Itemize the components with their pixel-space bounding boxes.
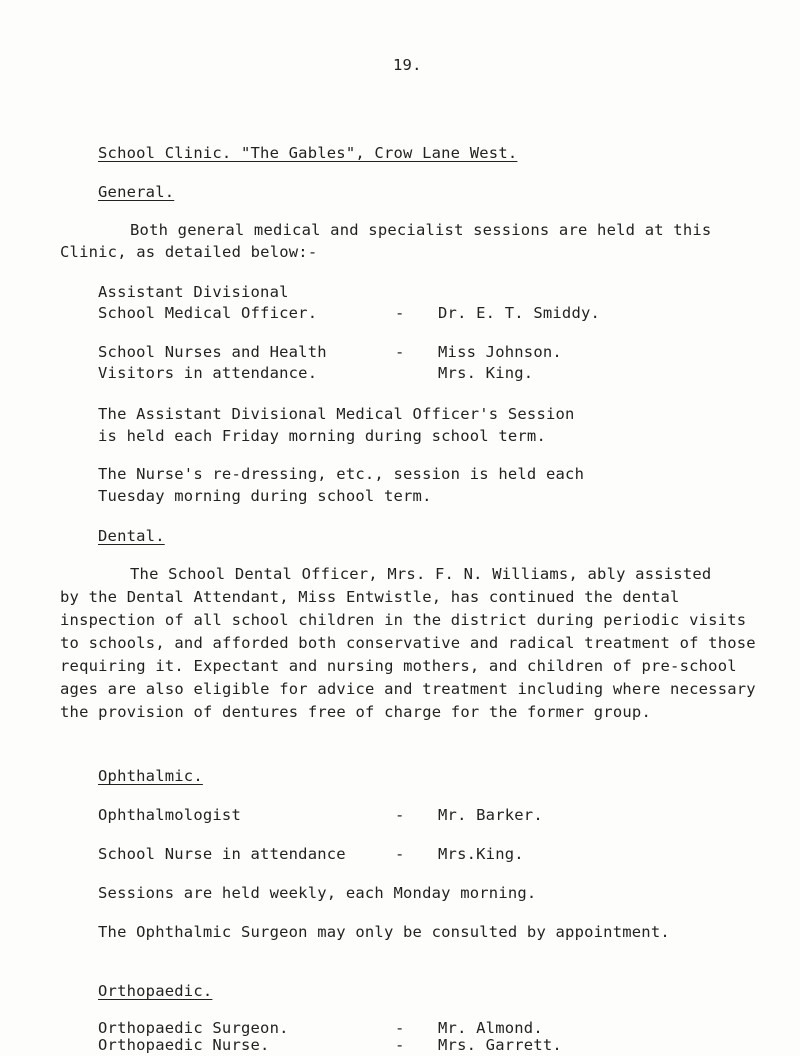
staff-dash: - bbox=[395, 845, 405, 863]
staff-role-line: School Medical Officer. bbox=[98, 304, 318, 322]
page-number: 19. bbox=[393, 56, 422, 74]
session-text-line: The Nurse's re-dressing, etc., session is held each bbox=[98, 465, 585, 483]
session-text-line: Tuesday morning during school term. bbox=[98, 487, 432, 505]
staff-name: Dr. E. T. Smiddy. bbox=[438, 304, 601, 322]
general-intro-line-2: Clinic, as detailed below:- bbox=[60, 243, 318, 261]
staff-name: Mrs. Garrett. bbox=[438, 1036, 562, 1054]
session-text-line: The Assistant Divisional Medical Officer's Session bbox=[98, 405, 575, 423]
dental-text-line: the provision of dentures free of charge for the former group. bbox=[60, 703, 651, 721]
dental-text-line: requiring it. Expectant and nursing mothers, and children of pre-school bbox=[60, 657, 737, 675]
dental-text-line: ages are also eligible for advice and treatment including where necessary bbox=[60, 680, 756, 698]
staff-dash: - bbox=[395, 806, 405, 824]
dental-text-line: The School Dental Officer, Mrs. F. N. Williams, ably assisted bbox=[130, 565, 712, 583]
staff-dash: - bbox=[395, 343, 405, 361]
orthopaedic-heading: Orthopaedic. bbox=[98, 982, 213, 1000]
staff-role-line: Assistant Divisional bbox=[98, 283, 289, 301]
dental-text-line: to schools, and afforded both conservative and radical treatment of those bbox=[60, 634, 756, 652]
staff-role: School Nurse in attendance bbox=[98, 845, 346, 863]
ophthalmic-note: The Ophthalmic Surgeon may only be consulted by appointment. bbox=[98, 923, 670, 941]
dental-text-line: inspection of all school children in the district during periodic visits bbox=[60, 611, 747, 629]
staff-name: Mr. Barker. bbox=[438, 806, 543, 824]
staff-role-line: School Nurses and Health bbox=[98, 343, 327, 361]
staff-name: Mrs. King. bbox=[438, 364, 534, 382]
staff-role: Orthopaedic Surgeon. bbox=[98, 1019, 289, 1037]
staff-name: Miss Johnson. bbox=[438, 343, 562, 361]
ophthalmic-sessions: Sessions are held weekly, each Monday morning. bbox=[98, 884, 537, 902]
dental-text-line: by the Dental Attendant, Miss Entwistle, has continued the dental bbox=[60, 588, 680, 606]
staff-role: Orthopaedic Nurse. bbox=[98, 1036, 270, 1054]
general-heading: General. bbox=[98, 183, 175, 201]
staff-dash: - bbox=[395, 1019, 405, 1037]
staff-name: Mrs.King. bbox=[438, 845, 524, 863]
general-intro-line-1: Both general medical and specialist sessions are held at this bbox=[130, 221, 712, 239]
session-text-line: is held each Friday morning during school term. bbox=[98, 427, 546, 445]
staff-dash: - bbox=[395, 304, 405, 322]
page-title: School Clinic. "The Gables", Crow Lane West. bbox=[98, 144, 518, 162]
dental-heading: Dental. bbox=[98, 527, 165, 545]
staff-name: Mr. Almond. bbox=[438, 1019, 543, 1037]
staff-role: Ophthalmologist bbox=[98, 806, 241, 824]
staff-role-line: Visitors in attendance. bbox=[98, 364, 318, 382]
ophthalmic-heading: Ophthalmic. bbox=[98, 767, 203, 785]
staff-dash: - bbox=[395, 1036, 405, 1054]
